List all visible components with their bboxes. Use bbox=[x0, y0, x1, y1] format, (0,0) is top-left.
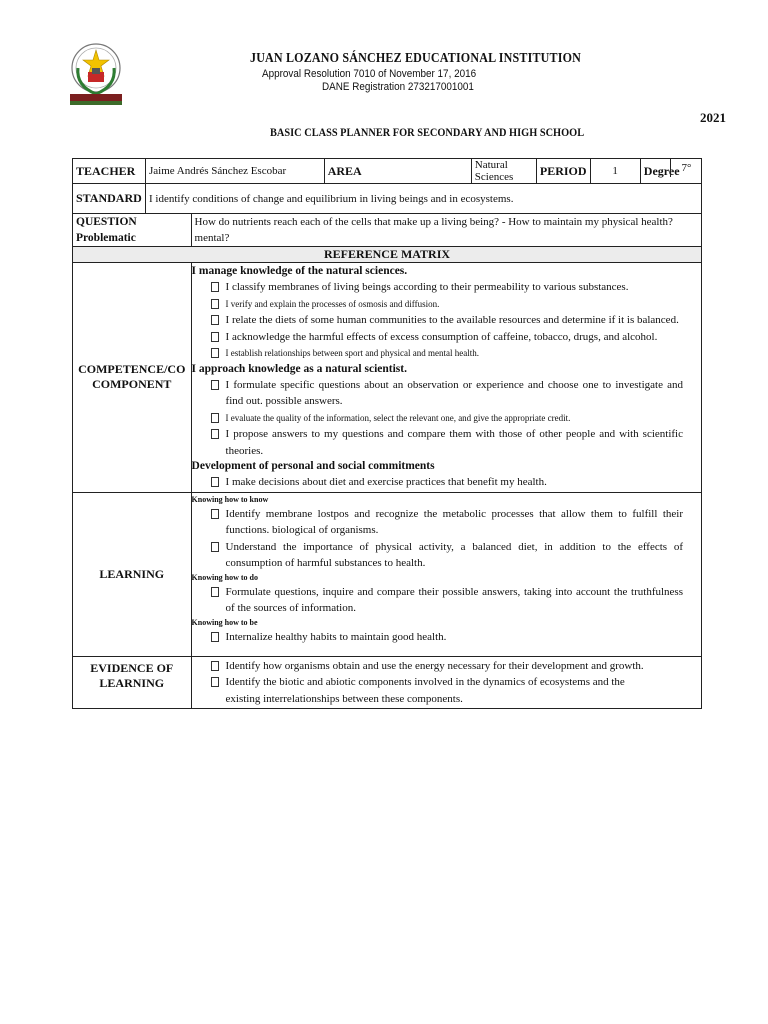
evidence-label bbox=[73, 656, 192, 708]
evidence-label-line1: EVIDENCE OF bbox=[90, 660, 174, 675]
approval-resolution: Approval Resolution 7010 of November 17, 2016 bbox=[262, 68, 477, 80]
school-name: JUAN LOZANO SÁNCHEZ EDUCATIONAL INSTITUTION bbox=[250, 51, 581, 66]
list-item: I acknowledge the harmful effects of excess consumption of caffeine, tobacco, drugs, and alcohol. bbox=[226, 329, 697, 346]
learning-section-title: Knowing how to do bbox=[191, 572, 258, 582]
competence-list bbox=[192, 377, 697, 460]
problematic-question: How do nutrients reach each of the cells that make up a living being? - How to maintain my physical health? mental? bbox=[191, 214, 701, 247]
standard-text: I identify conditions of change and equilibrium in living beings and in ecosystems. bbox=[145, 184, 701, 214]
school-crest-icon bbox=[64, 38, 128, 110]
checkbox-icon bbox=[211, 315, 219, 325]
year: 2021 bbox=[700, 110, 726, 125]
list-item: I make decisions about diet and exercise practices that benefit my health. bbox=[226, 474, 697, 491]
list-item: I relate the diets of some human communities to the available resources and determine if it is balanced. bbox=[226, 312, 697, 329]
competence-list bbox=[192, 474, 697, 491]
list-item: Formulate questions, inquire and compare their possible answers, taking into account the truthfulness of the sources of information. bbox=[226, 584, 697, 617]
period-label: PERIOD bbox=[536, 159, 590, 184]
checkbox-icon bbox=[211, 348, 219, 358]
checkbox-icon bbox=[211, 542, 219, 552]
period-value: 1 bbox=[590, 159, 640, 184]
learning-section-title: Knowing how to be bbox=[191, 617, 258, 627]
question-label-line2: Problematic bbox=[76, 232, 136, 244]
list-item: I classify membranes of living beings according to their permeability to various substances. bbox=[226, 279, 697, 296]
evidence-content bbox=[191, 656, 701, 708]
degree-value: 7° bbox=[670, 159, 702, 177]
list-item: I evaluate the quality of the information, select the relevant one, and give the appropriate credit. bbox=[226, 410, 697, 427]
teacher-label: TEACHER bbox=[73, 159, 146, 184]
evidence-list bbox=[192, 658, 697, 691]
learning-label: LEARNING bbox=[73, 492, 192, 656]
learning-list bbox=[192, 629, 697, 646]
evidence-continuation: existing interrelationships between these components. bbox=[225, 692, 463, 705]
checkbox-icon bbox=[211, 299, 219, 309]
competence-section-title: Development of personal and social commitments bbox=[191, 460, 435, 472]
list-item: Identify how organisms obtain and use the energy necessary for their development and growth. bbox=[226, 658, 697, 675]
list-item: I verify and explain the processes of osmosis and diffusion. bbox=[226, 296, 697, 313]
area-value: Natural Sciences bbox=[471, 159, 536, 184]
checkbox-icon bbox=[211, 632, 219, 642]
question-label-line1: QUESTION bbox=[76, 216, 137, 228]
competence-label-line1: COMPETENCE/CO bbox=[78, 362, 186, 377]
learning-content bbox=[191, 492, 701, 656]
list-item: I formulate specific questions about an observation or experience and choose one to investigate and find out. possible answers. bbox=[226, 377, 697, 410]
list-item: Identify the biotic and abiotic components involved in the dynamics of ecosystems and the bbox=[226, 674, 697, 691]
list-item: I propose answers to my questions and compare them with those of other people and with scientific theories. bbox=[226, 426, 697, 459]
list-item: Understand the importance of physical activity, a balanced diet, in addition to the effects of consumption of harmful substances to health. bbox=[226, 539, 697, 572]
checkbox-icon bbox=[211, 429, 219, 439]
list-item: Internalize healthy habits to maintain good health. bbox=[226, 629, 697, 646]
teacher-name: Jaime Andrés Sánchez Escobar bbox=[145, 159, 324, 184]
competence-label bbox=[73, 263, 192, 493]
area-label: AREA bbox=[324, 159, 471, 184]
list-item: I establish relationships between sport and physical and mental health. bbox=[226, 345, 697, 362]
standard-label: STANDARD bbox=[73, 184, 146, 214]
learning-list bbox=[192, 584, 697, 617]
checkbox-icon bbox=[211, 413, 219, 423]
list-item: Identify membrane lostpos and recognize the metabolic processes that allow them to fulfill their functions. biological of organisms. bbox=[226, 506, 697, 539]
checkbox-icon bbox=[211, 332, 219, 342]
class-planner-table bbox=[72, 158, 702, 709]
planner-title: BASIC CLASS PLANNER FOR SECONDARY AND HIGH SCHOOL bbox=[270, 127, 585, 139]
checkbox-icon bbox=[211, 477, 219, 487]
checkbox-icon bbox=[211, 677, 219, 687]
competence-list bbox=[192, 279, 697, 362]
degree-label: Degree bbox=[640, 159, 701, 184]
competence-section-title: I approach knowledge as a natural scientist. bbox=[191, 362, 407, 375]
question-label bbox=[73, 214, 192, 247]
learning-section-title: Knowing how to know bbox=[191, 494, 269, 504]
checkbox-icon bbox=[211, 661, 219, 671]
checkbox-icon bbox=[211, 587, 219, 597]
competence-label-line2: COMPONENT bbox=[92, 377, 172, 392]
dane-registration: DANE Registration 273217001001 bbox=[322, 81, 474, 93]
checkbox-icon bbox=[211, 282, 219, 292]
reference-matrix-heading: REFERENCE MATRIX bbox=[73, 247, 702, 263]
checkbox-icon bbox=[211, 509, 219, 519]
learning-list bbox=[192, 506, 697, 572]
competence-section-title: I manage knowledge of the natural sciences. bbox=[191, 265, 408, 277]
evidence-label-line2: LEARNING bbox=[99, 675, 165, 690]
checkbox-icon bbox=[211, 380, 219, 390]
competence-content bbox=[191, 263, 701, 493]
